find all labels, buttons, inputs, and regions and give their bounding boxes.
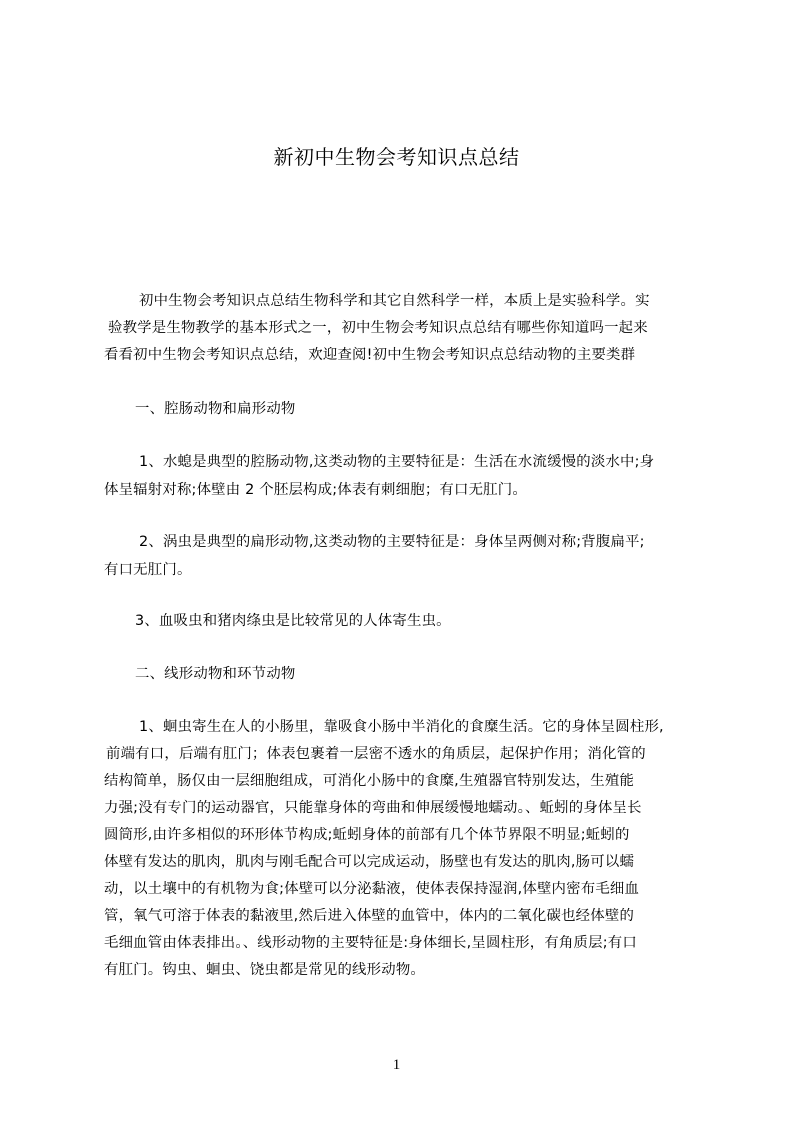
paragraph-line: 2、涡虫是典型的扁形动物,这类动物的主要特征是：身体呈两侧对称;背腹扁平; (139, 534, 645, 550)
paragraph-line: 体呈辐射对称;体壁由 2 个胚层构成;体表有刺细胞；有口无肛门。 (104, 482, 527, 498)
paragraph-line: 3、血吸虫和猪肉绦虫是比较常见的人体寄生虫。 (135, 613, 451, 629)
paragraph-line: 1、蛔虫寄生在人的小肠里，靠吸食小肠中半消化的食糜生活。它的身体呈圆柱形, (139, 719, 664, 735)
page-number: 1 (392, 1057, 401, 1073)
paragraph-line: 管，氧气可溶于体表的黏液里,然后进入体壁的血管中，体内的二氧化碳也经体壁的 (104, 908, 635, 924)
paragraph-line: 结构简单，肠仅由一层细胞组成，可消化小肠中的食糜,生殖器官特别发达，生殖能 (104, 773, 635, 789)
paragraph-line: 1、水螅是典型的腔肠动物,这类动物的主要特征是：生活在水流缓慢的淡水中;身 (139, 454, 655, 470)
section-heading: 一、腔肠动物和扁形动物 (135, 401, 296, 417)
document-title: 新初中生物会考知识点总结 (273, 145, 520, 169)
section-heading: 二、线形动物和环节动物 (135, 666, 296, 682)
paragraph-line: 圆筒形,由许多相似的环形体节构成;蚯蚓身体的前部有几个体节界限不明显;蚯蚓的 (104, 827, 630, 843)
intro-line: 验教学是生物教学的基本形式之一，初中生物会考知识点总结有哪些你知道吗一起来 (108, 320, 648, 336)
paragraph-line: 有口无肛门。 (104, 562, 192, 578)
paragraph-line: 前端有口，后端有肛门；体表包裹着一层密不透水的角质层，起保护作用；消化管的 (106, 746, 646, 762)
paragraph-line: 力强;没有专门的运动器官，只能靠身体的弯曲和伸展缓慢地蠕动。、蚯蚓的身体呈长 (104, 800, 642, 816)
paragraph-line: 动，以土壤中的有机物为食;体壁可以分泌黏液，使体表保持湿润,体壁内密布毛细血 (104, 881, 640, 897)
intro-line: 初中生物会考知识点总结生物科学和其它自然科学一样，本质上是实验科学。实 (139, 293, 650, 309)
intro-line: 看看初中生物会考知识点总结，欢迎查阅!初中生物会考知识点总结动物的主要类群 (104, 347, 636, 363)
paragraph-line: 毛细血管由体表排出。、线形动物的主要特征是:身体细长,呈圆柱形，有角质层;有口 (104, 935, 637, 951)
paragraph-line: 有肛门。钩虫、蛔虫、饶虫都是常见的线形动物。 (104, 962, 425, 978)
paragraph-line: 体壁有发达的肌肉，肌肉与刚毛配合可以完成运动，肠壁也有发达的肌肉,肠可以蠕 (104, 854, 635, 870)
